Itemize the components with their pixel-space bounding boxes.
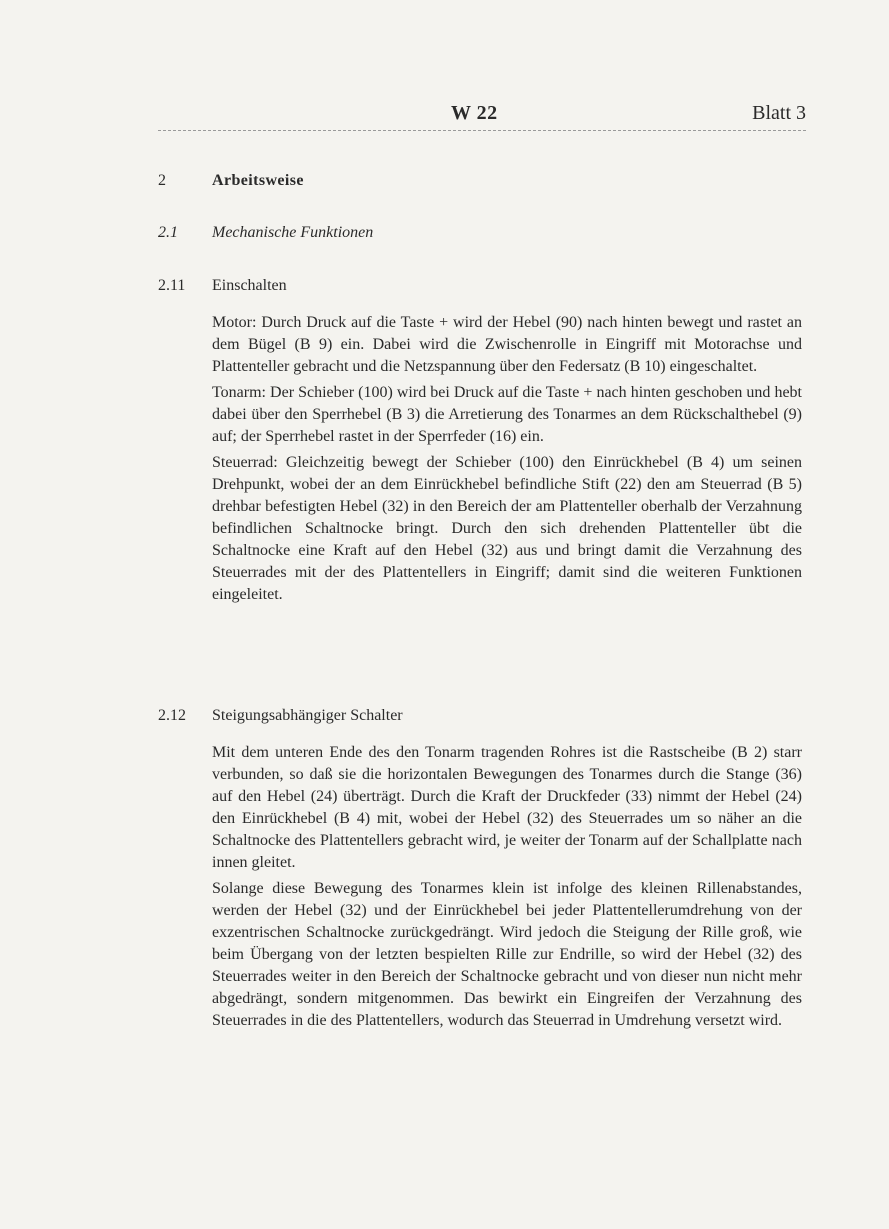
paragraph-rillenabstand: Solange diese Bewegung des Tonarmes klein ist infolge des kleinen Rillenabstandes, werden der Hebel (32) und der Einrückhebel bei jeder Plattentellerumdrehung von der exzentrischen Schaltnocke zurückgedrängt. Wird jedoch die Steigung der Rille groß, wie beim Übergang von der letzten bespielten Rille zur Endrille, so wird der Hebel (32) des Steuerrades weiter in den Bereich der Schaltnocke gebracht und von dieser nun nicht mehr abgedrängt, sondern mitgenommen. Das bewirkt ein Eingreifen der Verzahnung des Steuerrades in die des Plattentellers, wodurch das Steuerrad in Umdrehung versetzt wird. [212, 880, 802, 1029]
section-body-2-12 [212, 742, 802, 1036]
section-number: 2.12 [158, 707, 186, 724]
section-body-2-11 [212, 312, 802, 610]
section-title: Mechanische Funktionen [212, 224, 374, 241]
paragraph-steuerrad: Steuerrad: Gleichzeitig bewegt der Schieber (100) den Einrückhebel (B 4) um seinen Drehpunkt, wobei der an dem Einrückhebel befindliche Stift (22) den am Steuerrad (B 5) drehbar befestigten Hebel (32) in den Bereich der am Plattenteller oberhalb der Verzahnung befindlichen Schaltnocke bringt. Durch den sich drehenden Plattenteller übt die Schaltnocke eine Kraft auf den Hebel (32) aus und bringt damit die Verzahnung des Steuerrades mit der des Plattentellers in Eingriff; damit sind die weiteren Funktionen eingeleitet. [212, 454, 802, 603]
paragraph-motor: Motor: Durch Druck auf die Taste + wird der Hebel (90) nach hinten bewegt und rastet an dem Bügel (B 9) ein. Dabei wird die Zwischenrolle in Eingriff mit Motorachse und Plattenteller gebracht und die Netzspannung über den Federsatz (B 10) eingeschaltet. [212, 314, 802, 375]
section-number: 2 [158, 172, 166, 189]
section-title: Einschalten [212, 277, 287, 294]
sheet-number: Blatt 3 [752, 102, 806, 124]
paragraph-tonarm: Tonarm: Der Schieber (100) wird bei Druck auf die Taste + nach hinten geschoben und hebt dabei über den Sperrhebel (B 3) die Arretierung des Tonarmes an dem Rückschalthebel (9) auf; der Sperrhebel rastet in der Sperrfeder (16) ein. [212, 384, 802, 445]
page-header [158, 100, 806, 131]
paragraph-rastscheibe: Mit dem unteren Ende des den Tonarm tragenden Rohres ist die Rastscheibe (B 2) starr verbunden, so daß sie die horizontalen Bewegungen des Tonarmes durch die Stange (36) auf den Hebel (24) überträgt. Durch die Kraft der Druckfeder (33) nimmt der Hebel (24) den Einrückhebel (B 4) mit, wobei der Hebel (32) des Steuerrades um so näher an die Schaltnocke des Plattentellers gebracht wird, je weiter der Tonarm auf der Schallplatte nach innen gleitet. [212, 744, 802, 871]
document-code: W 22 [451, 102, 498, 124]
section-title: Arbeitsweise [212, 172, 304, 189]
section-number: 2.11 [158, 277, 186, 294]
section-number: 2.1 [158, 224, 178, 241]
section-title: Steigungsabhängiger Schalter [212, 707, 403, 724]
